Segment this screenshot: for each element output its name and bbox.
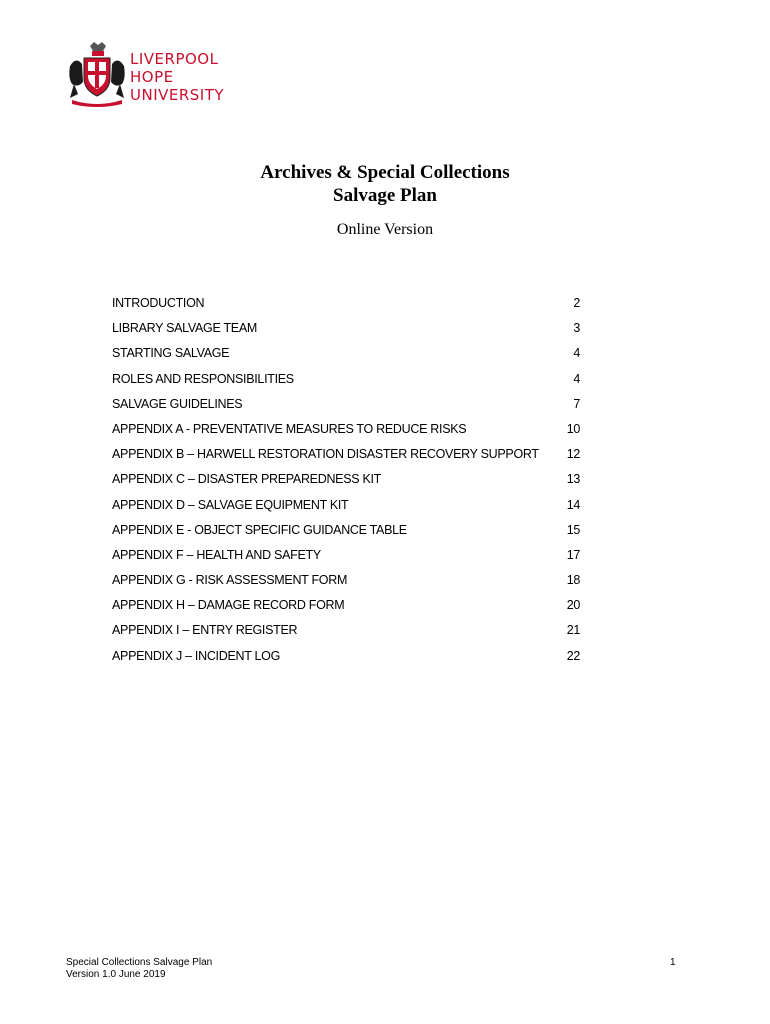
toc-entry-label: APPENDIX D – SALVAGE EQUIPMENT KIT <box>112 497 349 512</box>
logo-line-3: UNIVERSITY <box>130 86 225 104</box>
toc-entry-page: 13 <box>566 472 580 487</box>
toc-entry[interactable] <box>112 495 580 520</box>
toc-entry-label: INTRODUCTION <box>112 296 205 310</box>
toc-entry[interactable] <box>112 444 580 469</box>
toc-entry-page: 4 <box>573 371 580 386</box>
toc-entry-page: 7 <box>573 396 580 411</box>
toc-entry[interactable] <box>112 394 580 419</box>
toc-entry[interactable] <box>112 293 580 318</box>
toc-entry-page: 14 <box>566 497 580 512</box>
toc-entry-page: 20 <box>566 598 580 613</box>
toc-entry-label: APPENDIX F – HEALTH AND SAFETY <box>112 547 321 562</box>
toc-entry[interactable] <box>112 520 580 545</box>
document-title-line-1: Archives & Special Collections <box>260 162 510 183</box>
toc-entry-label: APPENDIX G - RISK ASSESSMENT FORM <box>112 573 348 588</box>
toc-entry[interactable] <box>112 343 580 368</box>
toc-entry-page: 15 <box>566 522 580 537</box>
table-of-contents <box>112 293 580 671</box>
toc-entry-label: APPENDIX H – DAMAGE RECORD FORM <box>112 598 345 613</box>
toc-entry[interactable] <box>112 570 580 595</box>
footer-document-name: Special Collections Salvage Plan <box>66 957 213 968</box>
logo-line-2: HOPE <box>130 68 174 86</box>
toc-entry-page: 18 <box>566 573 580 588</box>
toc-entry[interactable] <box>112 369 580 394</box>
toc-entry-page: 3 <box>573 321 580 336</box>
toc-entry-page: 22 <box>566 648 580 663</box>
document-title-line-2: Salvage Plan <box>333 185 437 206</box>
toc-entry[interactable] <box>112 595 580 620</box>
university-name <box>130 50 224 104</box>
footer-version: Version 1.0 June 2019 <box>66 969 166 980</box>
toc-entry-label: APPENDIX C – DISASTER PREPAREDNESS KIT <box>112 472 381 487</box>
toc-entry[interactable] <box>112 646 580 671</box>
toc-entry-page: 4 <box>573 346 580 361</box>
toc-entry[interactable] <box>112 469 580 494</box>
toc-entry-label: STARTING SALVAGE <box>112 346 230 361</box>
toc-entry-label: APPENDIX A - PREVENTATIVE MEASURES TO REDUCE RISKS <box>112 421 467 436</box>
toc-entry-page: 10 <box>566 421 580 436</box>
toc-entry[interactable] <box>112 545 580 570</box>
university-logo <box>66 42 246 108</box>
toc-entry-page: 2 <box>573 296 580 310</box>
toc-entry-page: 21 <box>566 623 580 638</box>
toc-entry-page: 12 <box>566 447 580 462</box>
toc-entry-label: SALVAGE GUIDELINES <box>112 396 243 411</box>
toc-entry[interactable] <box>112 419 580 444</box>
coat-of-arms-icon <box>66 42 128 108</box>
toc-entry[interactable] <box>112 318 580 343</box>
toc-entry[interactable] <box>112 620 580 645</box>
toc-entry-label: ROLES AND RESPONSIBILITIES <box>112 371 294 386</box>
logo-line-1: LIVERPOOL <box>130 50 219 68</box>
toc-entry-label: APPENDIX I – ENTRY REGISTER <box>112 623 298 638</box>
page-footer <box>66 957 212 981</box>
toc-entry-label: APPENDIX B – HARWELL RESTORATION DISASTER RECOVERY SUPPORT <box>112 447 539 462</box>
toc-entry-page: 17 <box>566 547 580 562</box>
toc-entry-label: APPENDIX J – INCIDENT LOG <box>112 648 281 663</box>
toc-entry-label: APPENDIX E - OBJECT SPECIFIC GUIDANCE TABLE <box>112 522 407 537</box>
page-number: 1 <box>670 957 676 968</box>
toc-entry-label: LIBRARY SALVAGE TEAM <box>112 321 257 336</box>
document-subtitle: Online Version <box>336 221 434 238</box>
